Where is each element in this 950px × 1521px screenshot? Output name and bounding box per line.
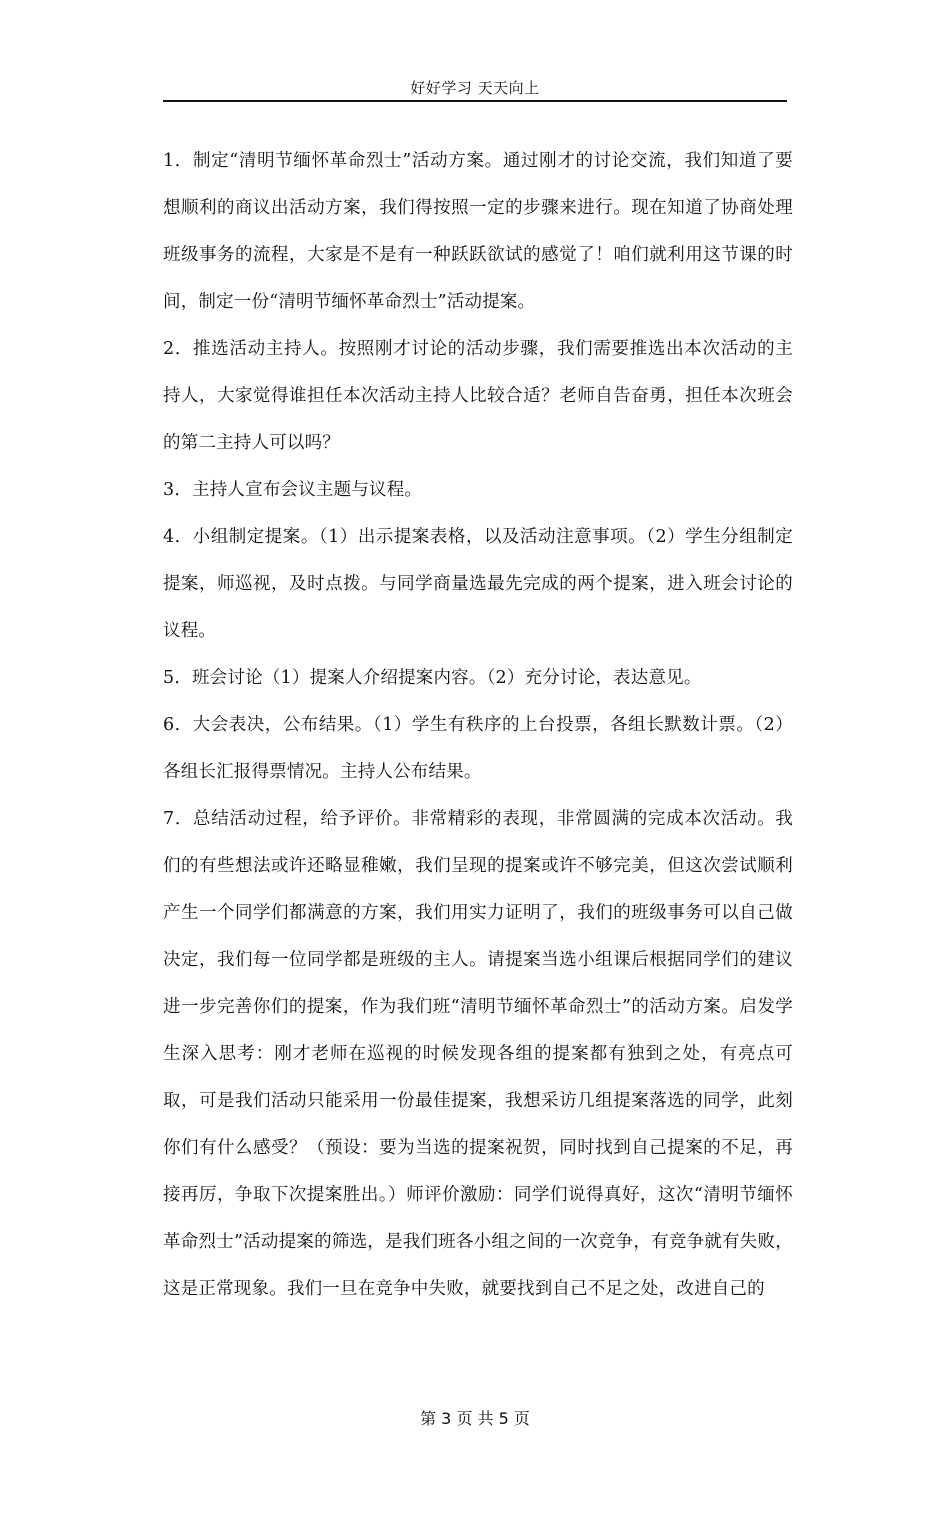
paragraph-7: 7．总结活动过程，给予评价。非常精彩的表现，非常圆满的完成本次活动。我们的有些想法或许还略显稚嫩，我们呈现的提案或许不够完美，但这次尝试顺利产生一个同学们都满意的方案，我们用实力证明了，我们的班级事务可以自己做决定，我们每一位同学都是班级的主人。请提案当选小组课后根据同学们的建议进一步完善你们的提案，作为我们班“清明节缅怀革命烈士”的活动方案。启发学生深入思考：刚才老师在巡视的时候发现各组的提案都有独到之处，有亮点可取，可是我们活动只能采用一份最佳提案，我想采访几组提案落选的同学，此刻你们有什么感受？（预设：要为当选的提案祝贺，同时找到自己提案的不足，再接再厉，争取下次提案胜出。）师评价激励：同学们说得真好，这次“清明节缅怀革命烈士”活动提案的筛选，是我们班各小组之间的一次竞争，有竞争就有失败，这是正常现象。我们一旦在竞争中失败，就要找到自己不足之处，改进自己的 xyxy=(163,809,793,1299)
page-number: 第 3 页 共 5 页 xyxy=(420,1409,530,1428)
paragraph-1: 1．制定“清明节缅怀革命烈士”活动方案。通过刚才的讨论交流，我们知道了要想顺利的商议出活动方案，我们得按照一定的步骤来进行。现在知道了协商处理班级事务的流程，大家是不是有一种跃跃欲试的感觉了！咱们就利用这节课的时间，制定一份“清明节缅怀革命烈士”活动提案。 xyxy=(163,151,793,312)
document-body xyxy=(163,138,793,1313)
header-title: 好好学习 天天向上 xyxy=(410,79,540,97)
paragraph-3: 3．主持人宣布会议主题与议程。 xyxy=(163,480,423,500)
page-footer xyxy=(0,1408,950,1430)
paragraph-4: 4．小组制定提案。（1）出示提案表格，以及活动注意事项。（2）学生分组制定提案，师巡视，及时点拨。与同学商量选最先完成的两个提案，进入班会讨论的议程。 xyxy=(163,527,793,641)
page-header xyxy=(163,78,787,102)
paragraph-2: 2．推选活动主持人。按照刚才讨论的活动步骤，我们需要推选出本次活动的主持人，大家觉得谁担任本次活动主持人比较合适？老师自告奋勇，担任本次班会的第二主持人可以吗？ xyxy=(163,339,793,453)
paragraph-6: 6．大会表决，公布结果。（1）学生有秩序的上台投票，各组长默数计票。（2）各组长汇报得票情况。主持人公布结果。 xyxy=(163,715,793,782)
paragraph-5: 5．班会讨论（1）提案人介绍提案内容。（2）充分讨论，表达意见。 xyxy=(163,668,702,688)
